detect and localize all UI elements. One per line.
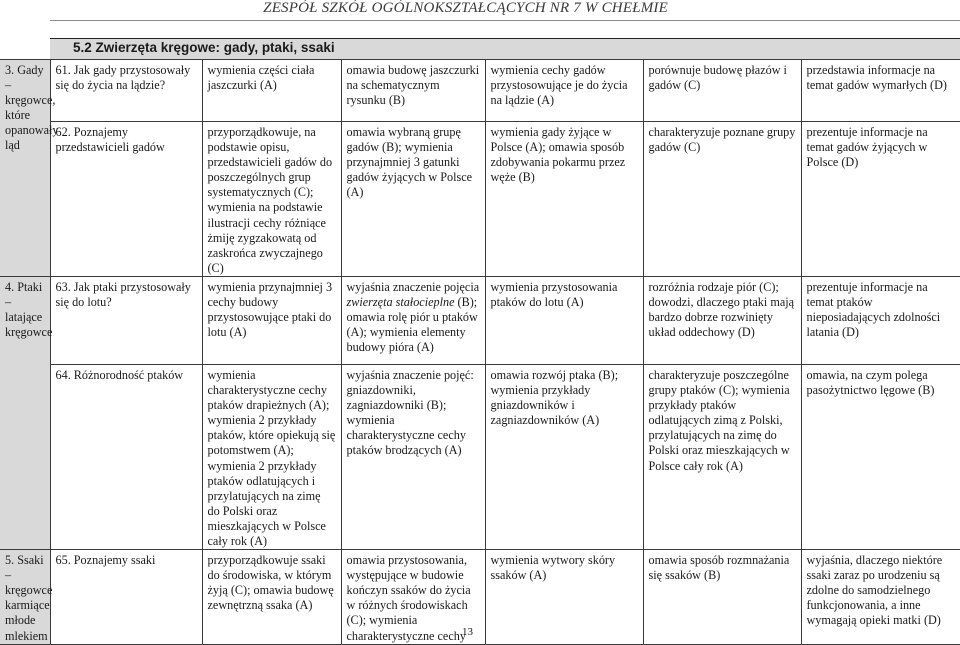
- requirement-cell: [341, 122, 485, 277]
- page-number: 13: [462, 626, 473, 638]
- requirement-text: wymienia części ciała jaszczurki (A): [207, 63, 315, 93]
- requirement-cell: [341, 60, 485, 122]
- requirement-cell: [341, 276, 485, 364]
- requirement-text: wymienia cechy gadów przystosowujące je do życia na lądzie (A): [490, 63, 628, 108]
- chapter-cell: [0, 550, 53, 645]
- topic-cell: [50, 364, 202, 549]
- requirement-text: charakteryzuje poszczególne grupy ptaków (C); wymienia przykłady ptaków odlatujących zimą z Polski, przylatujących na zimę do Polski oraz mieszkających w Polsce cały rok (A): [648, 367, 790, 473]
- school-header: ZESPÓŁ SZKÓŁ OGÓLNOKSZTAŁCĄCYCH NR 7 W CHEŁMIE: [263, 0, 668, 16]
- topic-label: 63. Jak ptaki przystosowały się do lotu?: [55, 279, 191, 310]
- requirement-text: przyporządkowuje ssaki do środowiska, w którym żyją (C); omawia budowę zewnętrzną ssaka (A): [207, 553, 334, 613]
- requirement-text: rozróżnia rodzaje piór (C); dowodzi, dlaczego ptaki mają bardzo dobrze rozwinięty układ oddechowy (D): [648, 279, 795, 340]
- topic-cell: [50, 550, 202, 645]
- requirement-cell: [202, 122, 341, 277]
- requirement-cell: [202, 276, 341, 364]
- requirement-cell: [643, 364, 801, 549]
- chapter-cell: [0, 276, 53, 549]
- requirement-text: omawia wybraną grupę gadów (B); wymienia przynajmniej 3 gatunki gadów żyjących w Polsce (A): [346, 125, 473, 200]
- requirement-cell: [643, 276, 801, 364]
- requirement-cell: [485, 364, 643, 549]
- requirement-text: omawia sposób rozmnażania się ssaków (B): [648, 553, 790, 583]
- topic-label: 61. Jak gady przystosowały się do życia na lądzie?: [55, 63, 191, 93]
- requirement-cell: [202, 60, 341, 122]
- requirement-cell: [202, 364, 341, 549]
- requirement-text: omawia, na czym polega pasożytnictwo lęgowe (B): [806, 367, 935, 398]
- requirement-cell: [643, 550, 801, 645]
- table-row: [0, 364, 960, 549]
- table-row: [0, 276, 960, 364]
- requirement-cell: [801, 122, 960, 277]
- requirement-cell: [485, 60, 643, 122]
- requirement-text: wymienia wytwory skóry ssaków (A): [490, 553, 616, 583]
- topic-label: 64. Różnorodność ptaków: [55, 367, 184, 382]
- requirement-cell: [801, 364, 960, 549]
- requirement-text: (B); omawia rolę piór u ptaków (A); wymienia elementy budowy pióra (A): [346, 295, 478, 355]
- requirement-text: wymienia gady żyjące w Polsce (A); omawia sposób zdobywania pokarmu przez węże (B): [490, 125, 626, 185]
- curriculum-table: [0, 59, 960, 645]
- term-italic: zwierzęta stałocieplne: [346, 295, 455, 310]
- requirement-text: omawia budowę jaszczurki na schematycznym rysunku (B): [346, 63, 480, 108]
- chapter-label: 3. Gady – kręgowce, które opanowały ląd: [5, 63, 59, 153]
- requirement-cell: [801, 550, 960, 645]
- table-row: [0, 550, 960, 645]
- topic-cell: [50, 122, 202, 277]
- requirement-text: omawia rozwój ptaka (B); wymienia przykłady gniazdowników i zagniazdowników (A): [490, 367, 619, 428]
- requirement-text: prezentuje informacje na temat ptaków nieposiadających zdolności latania (D): [806, 279, 941, 340]
- chapter-cell: [0, 60, 59, 277]
- requirement-text: prezentuje informacje na temat gadów żyjących w Polsce (D): [806, 125, 928, 170]
- topic-label: 65. Poznajemy ssaki: [55, 553, 156, 568]
- table-row: [0, 60, 960, 122]
- requirement-text: wyjaśnia znaczenie pojęć: gniazdowniki, zagniazdowniki (B); wymienia charakterystyczne cechy ptaków brodzących (A): [346, 367, 474, 458]
- requirement-text: przedstawia informacje na temat gadów wymarłych (D): [806, 63, 947, 93]
- requirement-text: wyjaśnia, dlaczego niektóre ssaki zaraz po urodzeniu są zdolne do samodzielnego funkcjonowania, a inne wymagają opieki matki (D): [806, 553, 943, 628]
- requirement-text: wymienia przystosowania ptaków do lotu (A): [490, 279, 618, 310]
- topic-cell: [50, 60, 202, 122]
- table-row: [0, 122, 960, 277]
- requirement-cell: [485, 276, 643, 364]
- requirement-cell: [801, 60, 960, 122]
- requirement-text: wymienia charakterystyczne cechy ptaków drapieżnych (A); wymienia 2 przykłady ptaków, które opiekują się potomstwem (A); wymienia 2 przykłady ptaków odlatujących i przylatujących na zimę do Polski oraz mieszkających w Polsce cały rok (A): [207, 367, 336, 548]
- header-divider: [50, 20, 960, 21]
- requirement-cell: [341, 364, 485, 549]
- topic-label: 62. Poznajemy przedstawicieli gadów: [55, 125, 165, 155]
- section-title: 5.2 Zwierzęta kręgowe: gady, ptaki, ssaki: [73, 40, 335, 55]
- requirement-text: charakteryzuje poznane grupy gadów (C): [648, 125, 796, 155]
- chapter-label: 4. Ptaki – latające kręgowce: [5, 279, 53, 340]
- requirement-text: wyjaśnia znaczenie pojęcia: [346, 279, 480, 294]
- requirement-text: przyporządkowuje, na podstawie opisu, przedstawicieli gadów do poszczególnych grup systematycznych (C); wymienia na podstawie ilustracji cechy różniące żmiję zygzakowatą od zaskrońca zwyczajnego (C): [207, 125, 333, 275]
- requirement-cell: [485, 122, 643, 277]
- requirement-cell: [643, 60, 801, 122]
- requirement-cell: [202, 550, 341, 645]
- requirement-cell: [485, 550, 643, 645]
- chapter-label: 5. Ssaki – kręgowce karmiące młode mlekiem: [5, 553, 53, 643]
- requirement-cell: [801, 276, 960, 364]
- topic-cell: [50, 276, 202, 364]
- requirement-text: porównuje budowę płazów i gadów (C): [648, 63, 787, 93]
- requirement-text: omawia przystosowania, występujące w budowie kończyn ssaków do życia w różnych środowiskach (C); wymienia charakterystyczne cechy: [346, 553, 471, 643]
- requirement-cell: [643, 122, 801, 277]
- requirement-text: wymienia przynajmniej 3 cechy budowy przystosowujące ptaki do lotu (A): [207, 279, 333, 340]
